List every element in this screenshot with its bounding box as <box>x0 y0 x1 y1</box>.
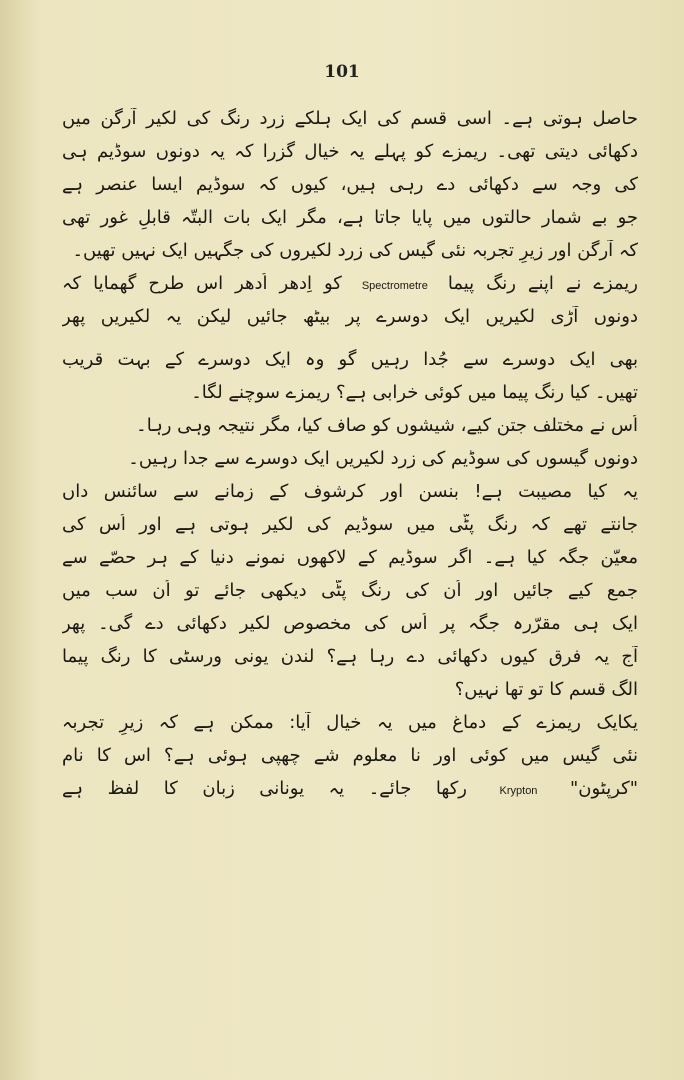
text-segment: ریمزے نے اپنے رنگ پیما <box>447 273 638 294</box>
text-line: آج یہ فرق کیوں دکھائی دے رہا ہے؟ لندن یونی ورسٹی کا رنگ پیما <box>62 646 638 667</box>
text-line: جو بے شمار حالتوں میں پایا جاتا ہے، مگر ایک بات البتّہ قابلِ غور تھی <box>62 207 638 228</box>
text-line: کی وجہ سے دکھائی دے رہی ہیں، کیوں کہ سوڈیم ایسا عنصر ہے <box>62 174 638 195</box>
text-segment: رکھا جائے۔ یہ یونانی زبان کا لفظ ہے <box>62 778 467 799</box>
page-number: 101 <box>324 62 360 82</box>
text-line: کہ آرگن اور زیرِ تجربہ نئی گیس کی زرد لکیروں کی جگہیں ایک نہیں تھیں۔ <box>72 240 638 261</box>
text-line <box>62 273 638 306</box>
text-line: یکایک ریمزے کے دماغ میں یہ خیال آیا: ممکن ہے کہ زیرِ تجربہ <box>62 712 638 733</box>
text-line: بھی ایک دوسرے سے جُدا رہیں گو وہ ایک دوسرے کے بہت قریب <box>62 349 638 370</box>
latin-term: Krypton <box>499 785 538 797</box>
latin-term: Spectrometre <box>361 280 428 292</box>
text-line: دونوں گیسوں کی سوڈیم کی زرد لکیریں ایک دوسرے سے جدا رہیں۔ <box>128 448 638 469</box>
text-line: ایک ہی مقرّرہ جگہ پر اُس کی مخصوص لکیر دکھائی دے گی۔ پھر <box>62 613 638 634</box>
text-body <box>62 108 638 811</box>
text-line: جمع کیے جائیں اور اُن کی رنگ پٹّی دیکھی جائے تو اُن سب میں <box>62 580 638 601</box>
text-line: تھیں۔ کیا رنگ پیما میں کوئی خرابی ہے؟ ریمزے سوچنے لگا۔ <box>191 382 638 403</box>
text-line: الگ قسم کا تو تھا نہیں؟ <box>454 679 638 700</box>
text-line: دکھائی دیتی تھی۔ ریمزے کو پہلے یہ خیال گزرا کہ یہ دونوں سوڈیم ہی <box>62 141 638 162</box>
text-line: یہ کیا مصیبت ہے! بنسن اور کرشوف کے زمانے سے سائنس داں <box>62 481 638 502</box>
text-line: حاصل ہوتی ہے۔ اسی قسم کی ایک ہلکے زرد رنگ کی لکیر آرگن میں <box>62 108 638 129</box>
text-line: جانتے تھے کہ رنگ پٹّی میں سوڈیم کی لکیر ہوتی ہے اور اُس کی <box>62 514 638 535</box>
text-line <box>62 778 638 811</box>
text-segment: کو اِدھر اُدھر اس طرح گھمایا کہ <box>62 273 342 294</box>
text-line: دونوں آڑی لکیریں ایک دوسرے پر بیٹھ جائیں لیکن یہ لکیریں پھر <box>62 306 638 327</box>
text-line: معیّن جگہ کیا ہے۔ اگر سوڈیم کے لاکھوں نمونے دنیا کے ہر حصّے سے <box>62 547 638 568</box>
text-line: نئی گیس میں کوئی اور نا معلوم شے چھپی ہوئی ہے؟ اس کا نام <box>62 745 638 766</box>
text-segment: "کرپٹون" <box>569 778 638 799</box>
text-line: اُس نے مختلف جتن کیے، شیشوں کو صاف کیا، مگر نتیجہ وہی رہا۔ <box>136 415 638 436</box>
